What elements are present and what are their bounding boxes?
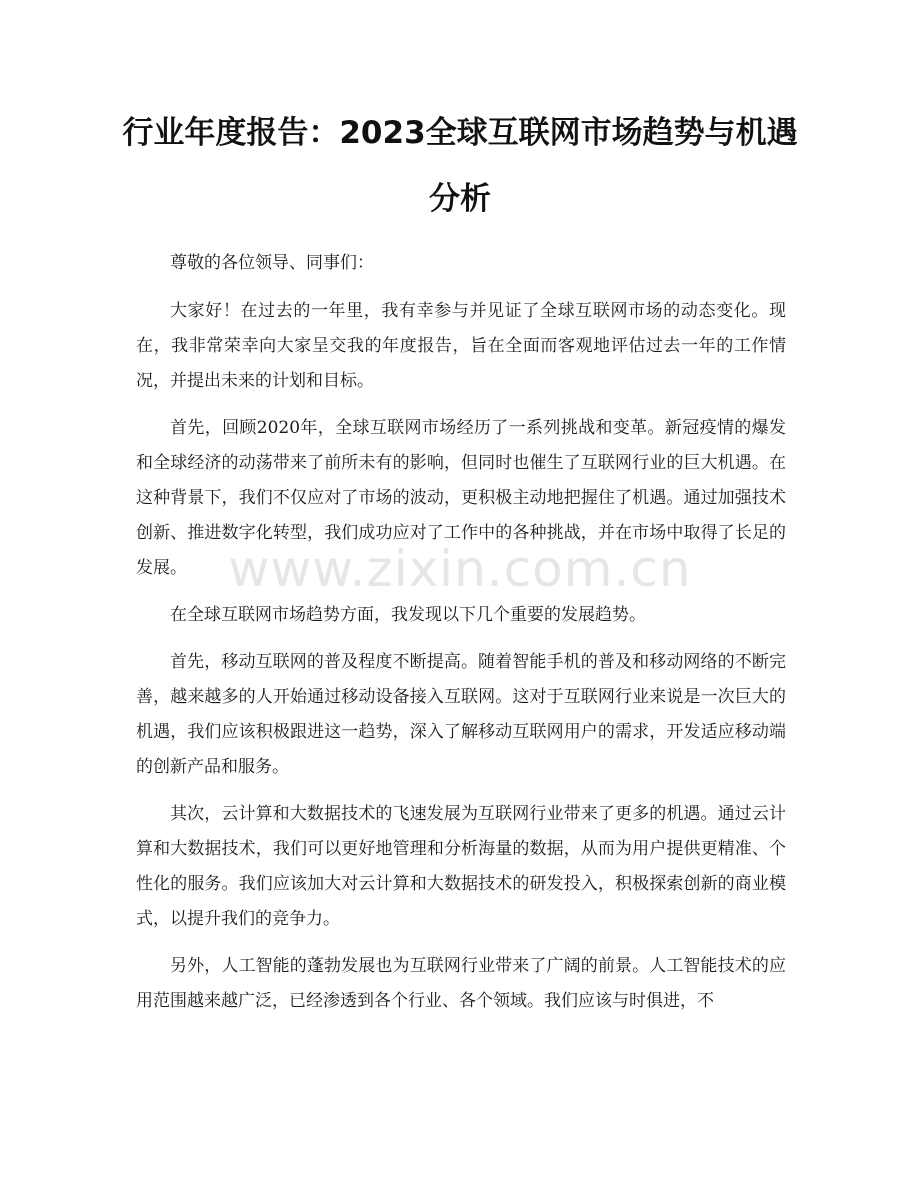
document-title: 行业年度报告：2023全球互联网市场趋势与机遇分析 [122, 115, 798, 217]
paragraph-5: 其次，云计算和大数据技术的飞速发展为互联网行业带来了更多的机遇。通过云计算和大数据技术，我们可以更好地管理和分析海量的数据，从而为用户提供更精准、个性化的服务。我们应该加大对云计算和大数据技术的研发投入，积极探索创新的商业模式，以提升我们的竞争力。 [136, 804, 786, 929]
paragraph-6: 另外，人工智能的蓬勃发展也为互联网行业带来了广阔的前景。人工智能技术的应用范围越来越广泛，已经渗透到各个行业、各个领域。我们应该与时俱进，不 [136, 956, 786, 1011]
paragraph-3: 在全球互联网市场趋势方面，我发现以下几个重要的发展趋势。 [170, 605, 646, 625]
document-body [136, 246, 786, 1031]
paragraph-4: 首先，移动互联网的普及程度不断提高。随着智能手机的普及和移动网络的不断完善，越来越多的人开始通过移动设备接入互联网。这对于互联网行业来说是一次巨大的机遇，我们应该积极跟进这一趋势，深入了解移动互联网用户的需求，开发适应移动端的创新产品和服务。 [136, 652, 786, 777]
paragraph-1: 大家好！在过去的一年里，我有幸参与并见证了全球互联网市场的动态变化。现在，我非常荣幸向大家呈交我的年度报告，旨在全面而客观地评估过去一年的工作情况，并提出未来的计划和目标。 [136, 301, 786, 391]
paragraph-2: 首先，回顾2020年，全球互联网市场经历了一系列挑战和变革。新冠疫情的爆发和全球经济的动荡带来了前所未有的影响，但同时也催生了互联网行业的巨大机遇。在这种背景下，我们不仅应对了市场的波动，更积极主动地把握住了机遇。通过加强技术创新、推进数字化转型，我们成功应对了工作中的各种挑战，并在市场中取得了长足的发展。 [136, 418, 786, 578]
salutation: 尊敬的各位领导、同事们： [170, 253, 374, 273]
watermark: www.zixin.com.cn [228, 540, 692, 598]
